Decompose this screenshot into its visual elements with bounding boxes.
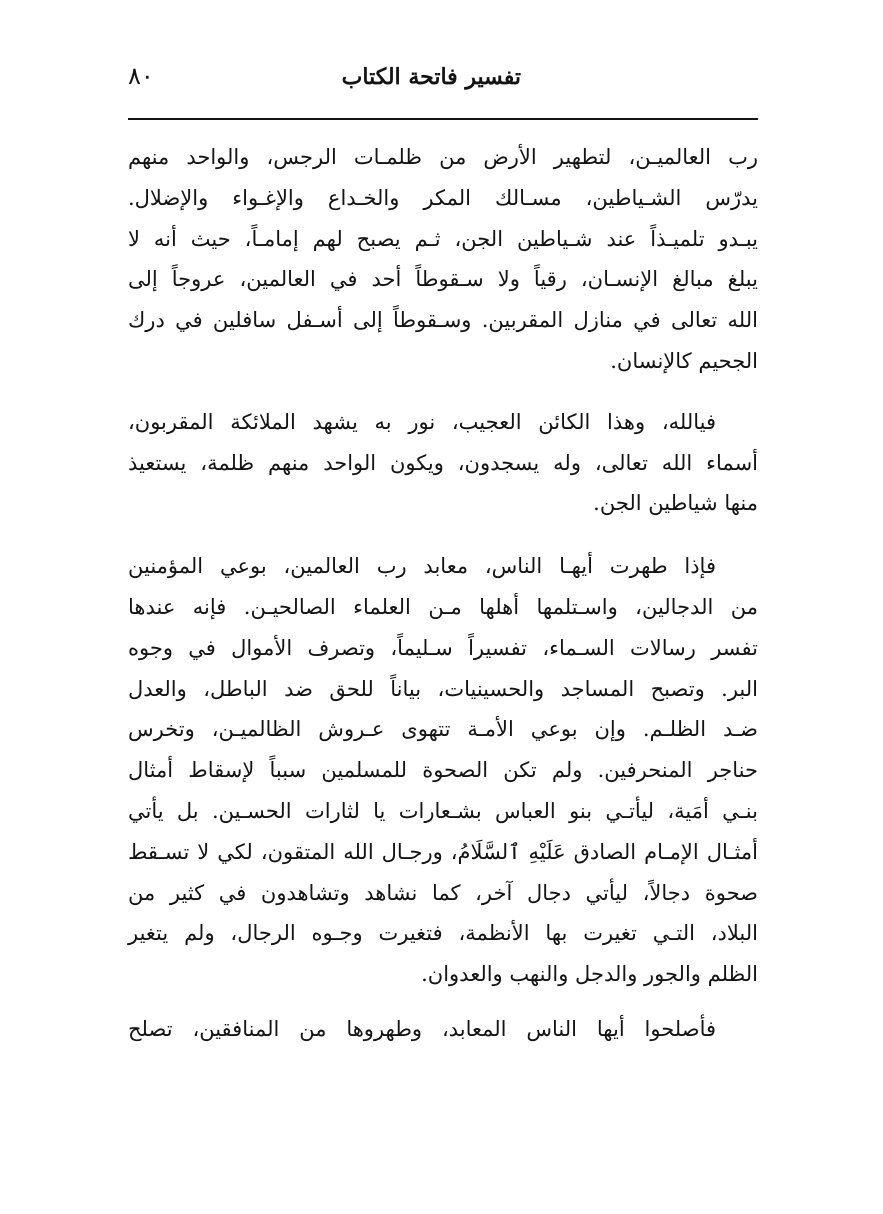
running-title: تفسير فاتحة الكتاب	[341, 64, 521, 90]
text-line: يبـدو تلميـذاً عند شـياطين الجن، ثـم يصبح لهم إمامـاً، حيث أنه لا	[128, 226, 758, 251]
page-number: ٨٠	[128, 62, 154, 90]
paragraph-4	[128, 1009, 758, 1050]
text-line: الظلم والجور والدجل والنهب والعدوان.	[421, 962, 758, 987]
text-line: ضـد الظلـم. وإن بوعي الأمـة تتهوى عـروش الظالميـن، وتخرس	[128, 717, 758, 742]
paragraph-2	[128, 402, 758, 524]
text-line: من الدجالين، واسـتلمها أهلها مـن العلماء الصالحيـن. فإنه عندها	[128, 594, 758, 619]
paragraph-1	[128, 137, 758, 382]
text-line: تفسر رسالات السـماء، تفسيراً سـليماً، وتصرف الأموال في وجوه	[128, 635, 758, 660]
text-line: بنـي أمَية، ليأتـي بنو العباس بشـعارات يا لثارات الحسـين. بل يأتي	[128, 798, 758, 823]
text-line: رب العالميـن، لتطهير الأرض من ظلمـات الرجس، والواحد منهم	[128, 145, 758, 169]
text-line: فأصلحوا أيها الناس المعابد، وطهروها من المنافقين، تصلح	[128, 1016, 716, 1041]
text-line: منها شياطين الجن.	[593, 491, 758, 516]
text-line: البر. وتصبح المساجد والحسينيات، بياناً للحق ضد الباطل، والعدل	[128, 676, 758, 701]
text-line: صحوة دجالاً، ليأتي دجال آخر، كما نشاهد وتشاهدون في كثير من	[128, 880, 758, 905]
text-line: أمثـال الإمـام الصادق عَلَيْهِ ٱلسَّلَامُ، ورجـال الله المتقون، لكي لا تسـقط	[128, 839, 758, 864]
text-line: حناجر المنحرفين. ولم تكن الصحوة للمسلمين سبباً لإسقاط أمثال	[128, 758, 758, 783]
text-line: الله تعالى في منازل المقربين. وسـقوطاً إلى أسـفل سافلين في درك	[128, 308, 758, 333]
text-line: يبلغ مبالغ الإنسـان، رقياً ولا سـقوطاً أحد في العالمين، عروجاً إلى	[128, 267, 758, 292]
page-header	[128, 58, 758, 108]
text-line: فيالله، وهذا الكائن العجيب، نور به يشهد الملائكة المقربون،	[128, 409, 716, 434]
text-line: يدرّس الشـياطين، مسـالك المكر والخـداع والإغـواء والإضلال.	[128, 185, 758, 210]
text-line: الجحيم كالإنسان.	[610, 348, 758, 373]
text-line: فإذا طهرت أيهـا الناس، معابد رب العالمين، بوعي المؤمنين	[128, 554, 716, 579]
header-rule	[128, 118, 758, 120]
paragraph-3	[128, 546, 758, 995]
body-text	[128, 137, 758, 1050]
text-line: البلاد، التـي تغيرت بها الأنظمة، فتغيرت وجـوه الرجال، ولم يتغير	[128, 921, 758, 946]
text-line: أسماء الله تعالى، وله يسجدون، ويكون الواحد منهم ظلمة، يستعيذ	[128, 450, 758, 475]
